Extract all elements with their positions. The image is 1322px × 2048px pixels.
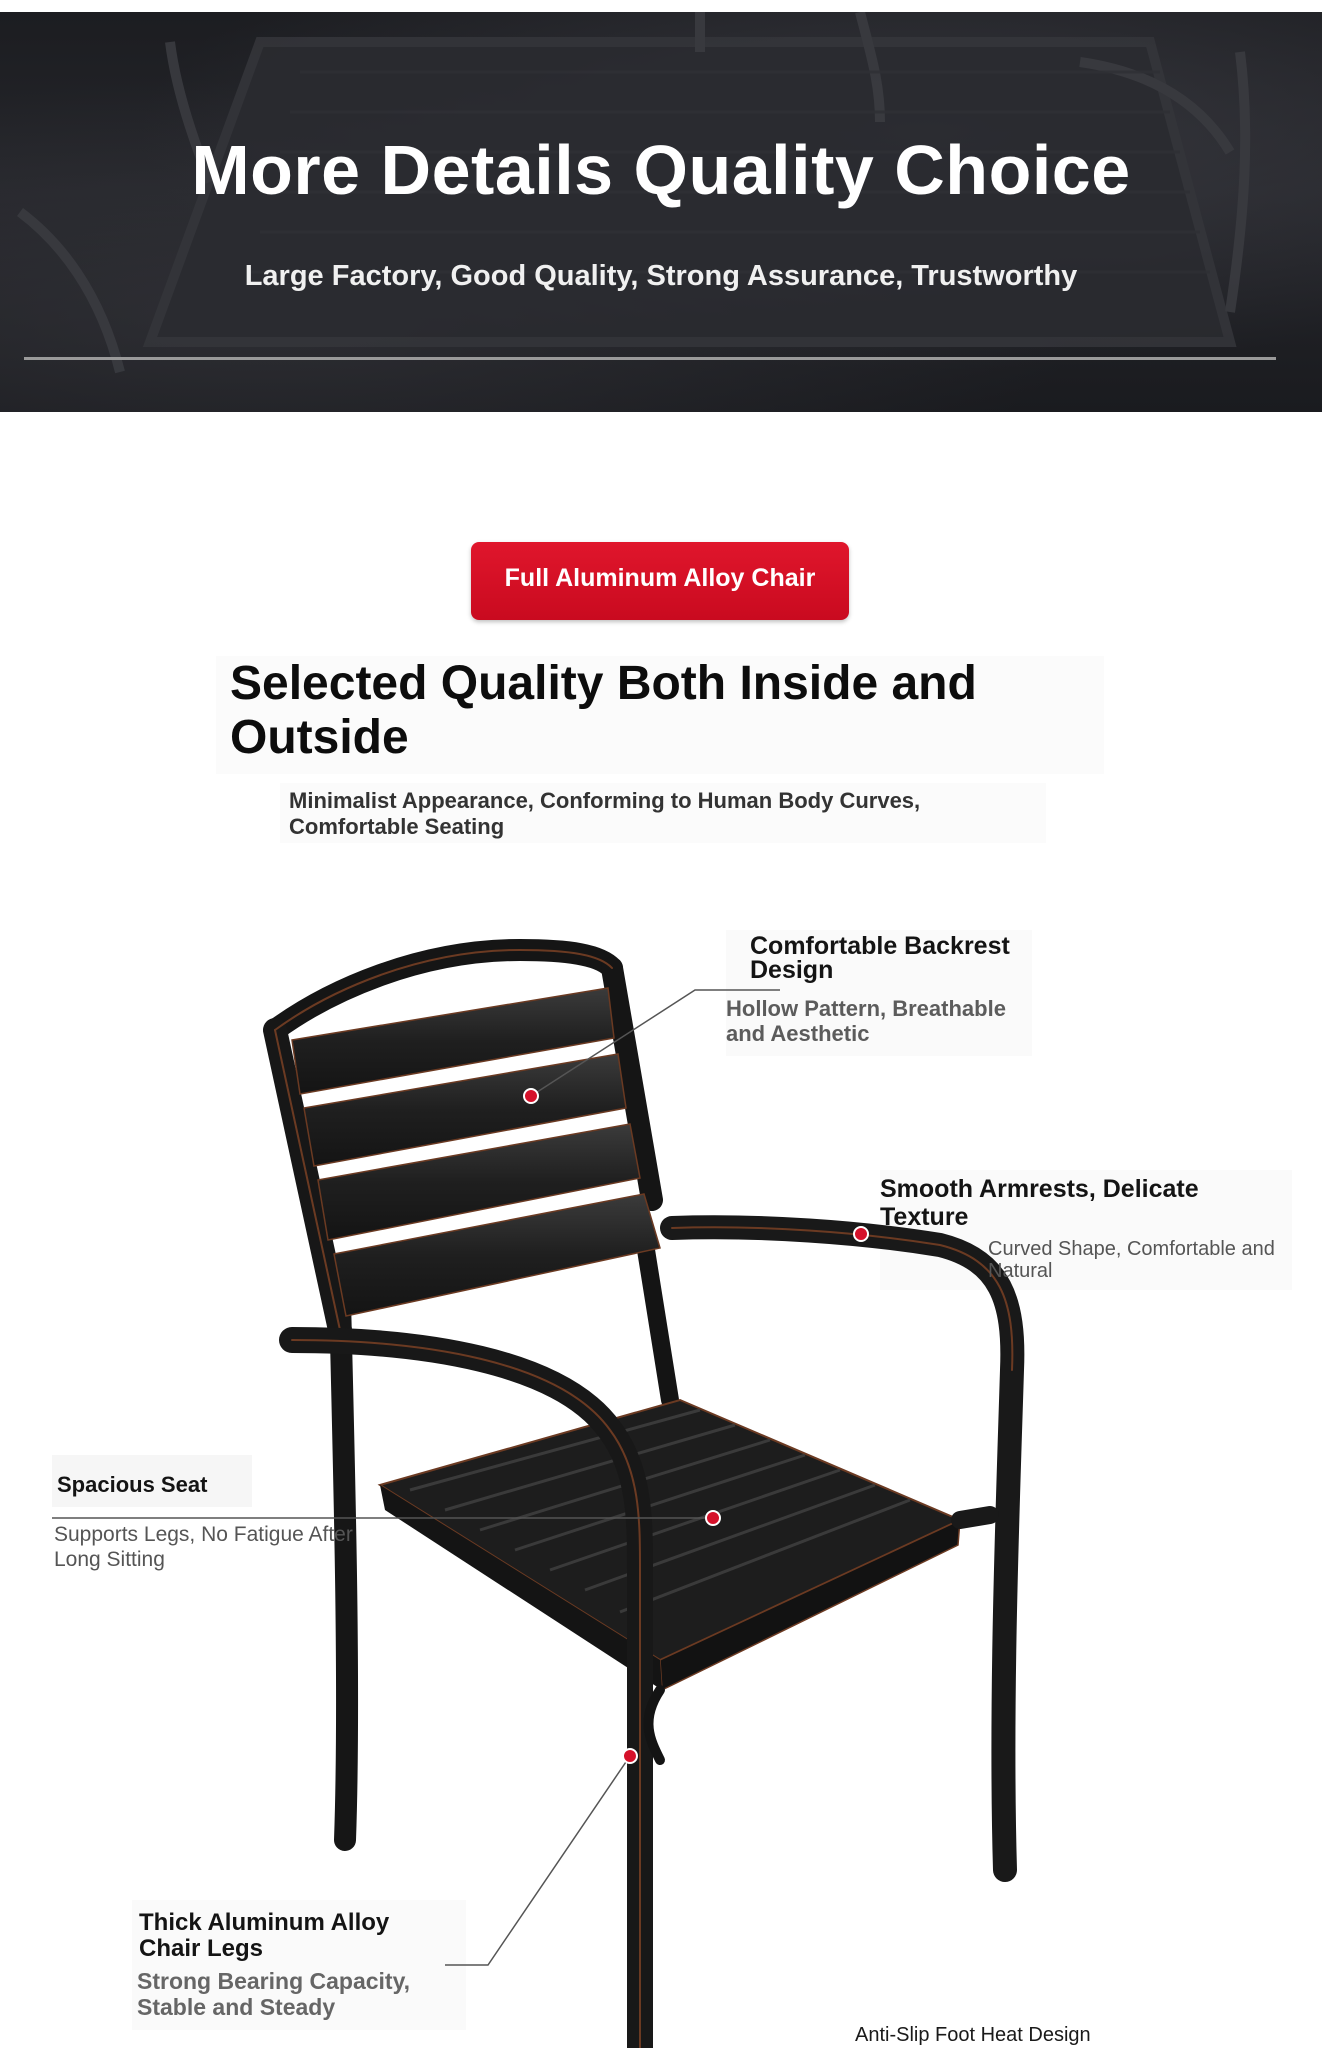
- hero-banner: [0, 12, 1322, 412]
- seat-callout-desc: Supports Legs, No Fatigue After Long Sitting: [54, 1523, 353, 1571]
- hero-background-furniture: [0, 12, 1322, 412]
- legs-marker: [623, 1749, 637, 1763]
- legs-callout-desc: Strong Bearing Capacity, Stable and Steady: [137, 1968, 411, 2020]
- hero-title: More Details Quality Choice: [191, 131, 1131, 209]
- backrest-slats: [292, 988, 660, 1316]
- armrest-callout-desc: Curved Shape, Comfortable and Natural: [988, 1238, 1275, 1282]
- backrest-callout-desc: Hollow Pattern, Breathable and Aesthetic: [726, 996, 1006, 1046]
- armrest-callout-title: Smooth Armrests, Delicate Texture: [880, 1175, 1199, 1231]
- seat: [380, 1400, 960, 1690]
- product-type-badge: [471, 542, 849, 620]
- legs-callout-title: Thick Aluminum Alloy Chair Legs: [139, 1909, 390, 1962]
- hero-divider: [24, 357, 1276, 360]
- section-heading: Selected Quality Both Inside and Outside: [230, 657, 977, 764]
- badge-label: Full Aluminum Alloy Chair: [504, 564, 816, 592]
- chair-illustration: [0, 880, 1322, 2048]
- hero-subtitle: Large Factory, Good Quality, Strong Assurance, Trustworthy: [244, 260, 1078, 292]
- backrest-callout-title: Comfortable Backrest Design: [750, 932, 1010, 984]
- backrest-marker: [524, 1089, 538, 1103]
- section-subheading: Minimalist Appearance, Conforming to Human Body Curves, Comfortable Seating: [289, 788, 921, 839]
- seat-callout-title: Spacious Seat: [57, 1472, 208, 1497]
- seat-marker: [706, 1511, 720, 1525]
- armrest-marker: [854, 1227, 868, 1241]
- foot-callout-title: Anti-Slip Foot Heat Design: [855, 2024, 1091, 2046]
